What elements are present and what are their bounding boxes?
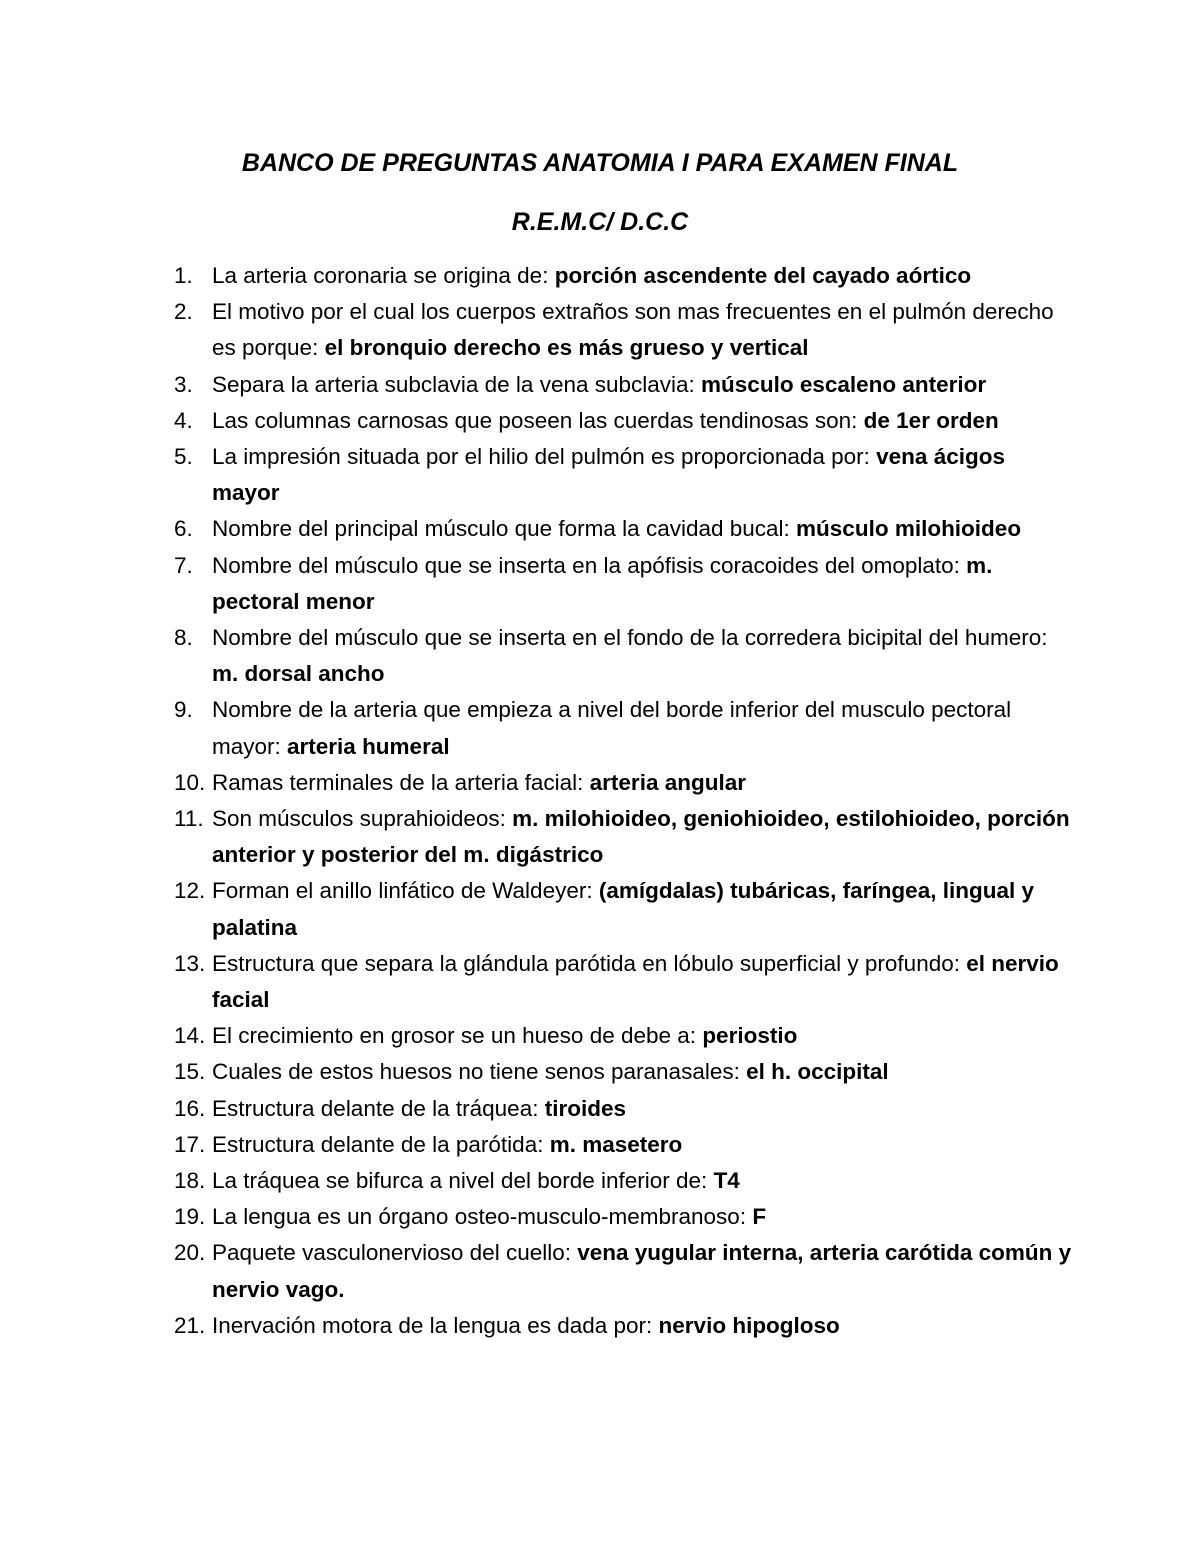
- answer-text: m. masetero: [549, 1131, 683, 1157]
- question-number: 17.: [174, 1131, 206, 1157]
- answer-text: vena yugular interna, arteria carótida común y nervio vago.: [212, 1240, 1072, 1302]
- answer-text: m. pectoral menor: [212, 552, 993, 614]
- question-item: [174, 258, 1074, 294]
- question-number: 4.: [174, 407, 193, 433]
- question-number: 7.: [174, 552, 193, 578]
- question-item: [174, 765, 1074, 801]
- question-text: Separa la arteria subclavia de la vena subclavia:: [212, 371, 702, 397]
- answer-text: el h. occipital: [746, 1059, 889, 1085]
- answer-text: F: [752, 1204, 767, 1230]
- answer-text: vena ácigos mayor: [212, 444, 1005, 506]
- question-text: Nombre del músculo que se inserta en la apófisis coracoides del omoplato:: [212, 552, 967, 578]
- answer-text: m. milohioideo, geniohioideo, estilohioideo, porción anterior y posterior del m. digástrico: [212, 806, 1070, 868]
- question-item: [174, 692, 1074, 764]
- question-number: 12.: [174, 878, 206, 904]
- answer-text: el nervio facial: [212, 950, 1059, 1013]
- question-number: 6.: [174, 516, 193, 542]
- question-text: Forman el anillo linfático de Waldeyer:: [212, 878, 599, 904]
- question-number: 16.: [174, 1095, 206, 1121]
- question-number: 2.: [174, 299, 193, 325]
- question-text: La lengua es un órgano osteo-musculo-membranoso:: [212, 1204, 753, 1230]
- question-text: Estructura delante de la parótida:: [212, 1131, 550, 1157]
- question-number: 11.: [174, 806, 204, 832]
- question-text: La impresión situada por el hilio del pulmón es proporcionada por:: [212, 444, 877, 470]
- question-item: [174, 511, 1074, 547]
- answer-text: arteria angular: [589, 769, 746, 795]
- question-number: 5.: [174, 444, 193, 470]
- question-item: [174, 620, 1074, 692]
- question-number: 3.: [174, 371, 193, 397]
- question-number: 14.: [174, 1023, 206, 1049]
- answer-text: tiroides: [544, 1095, 626, 1121]
- question-item: [174, 548, 1074, 620]
- question-item: [174, 367, 1074, 403]
- question-item: [174, 1091, 1074, 1127]
- question-item: [174, 439, 1074, 511]
- question-item: [174, 873, 1074, 945]
- question-text: Las columnas carnosas que poseen las cuerdas tendinosas son:: [212, 407, 864, 433]
- question-text: La arteria coronaria se origina de:: [212, 263, 555, 288]
- answer-text: T4: [713, 1168, 740, 1194]
- question-text: El motivo por el cual los cuerpos extraños son mas frecuentes en el pulmón derecho es porque:: [212, 299, 1054, 361]
- question-item: [174, 1308, 1074, 1344]
- question-item: [174, 294, 1074, 366]
- question-item: [174, 801, 1074, 873]
- question-number: 19.: [174, 1204, 206, 1230]
- question-number: 21.: [174, 1312, 206, 1338]
- question-text: El crecimiento en grosor se un hueso de debe a:: [212, 1023, 703, 1049]
- answer-text: músculo escaleno anterior: [701, 371, 987, 397]
- question-item: [174, 403, 1074, 439]
- question-text: Inervación motora de la lengua es dada por:: [212, 1312, 659, 1338]
- question-number: 18.: [174, 1168, 206, 1194]
- question-number: 1.: [174, 263, 193, 288]
- question-text: Nombre de la arteria que empieza a nivel del borde inferior del musculo pectoral mayor:: [212, 697, 1012, 759]
- answer-text: de 1er orden: [863, 407, 999, 433]
- question-text: Nombre del músculo que se inserta en el fondo de la corredera bicipital del humero:: [212, 625, 1048, 651]
- question-number: 9.: [174, 697, 193, 723]
- question-item: [174, 1199, 1074, 1235]
- question-list: [174, 258, 1074, 1344]
- answer-text: (amígdalas) tubáricas, faríngea, lingual y palatina: [212, 878, 1034, 940]
- question-number: 20.: [174, 1240, 206, 1266]
- question-text: Ramas terminales de la arteria facial:: [212, 769, 590, 795]
- question-item: [174, 1127, 1074, 1163]
- document-subtitle: R.E.M.C/ D.C.C: [511, 208, 689, 236]
- question-item: [174, 1054, 1074, 1090]
- question-text: Paquete vasculonervioso del cuello:: [212, 1240, 578, 1266]
- question-item: [174, 1018, 1074, 1054]
- question-text: Cuales de estos huesos no tiene senos paranasales:: [212, 1059, 747, 1085]
- question-text: Estructura delante de la tráquea:: [212, 1095, 545, 1121]
- question-number: 13.: [174, 950, 206, 976]
- answer-text: arteria humeral: [287, 733, 450, 759]
- question-number: 15.: [174, 1059, 206, 1085]
- document-title: BANCO DE PREGUNTAS ANATOMIA I PARA EXAMEN FINAL: [241, 149, 959, 177]
- answer-text: m. dorsal ancho: [212, 661, 385, 687]
- answer-text: músculo milohioideo: [796, 516, 1022, 542]
- question-item: [174, 1235, 1074, 1307]
- question-item: [174, 1163, 1074, 1199]
- question-text: Son músculos suprahioideos:: [212, 806, 513, 832]
- answer-text: el bronquio derecho es más grueso y vertical: [324, 335, 809, 361]
- answer-text: porción ascendente del cayado aórtico: [554, 263, 972, 288]
- question-text: Estructura que separa la glándula parótida en lóbulo superficial y profundo:: [212, 950, 967, 976]
- question-number: 10.: [174, 769, 206, 795]
- question-item: [174, 946, 1074, 1018]
- question-text: La tráquea se bifurca a nivel del borde inferior de:: [212, 1168, 714, 1194]
- answer-text: nervio hipogloso: [658, 1312, 840, 1338]
- answer-text: periostio: [702, 1023, 798, 1049]
- question-text: Nombre del principal músculo que forma la cavidad bucal:: [212, 516, 797, 542]
- question-number: 8.: [174, 625, 193, 651]
